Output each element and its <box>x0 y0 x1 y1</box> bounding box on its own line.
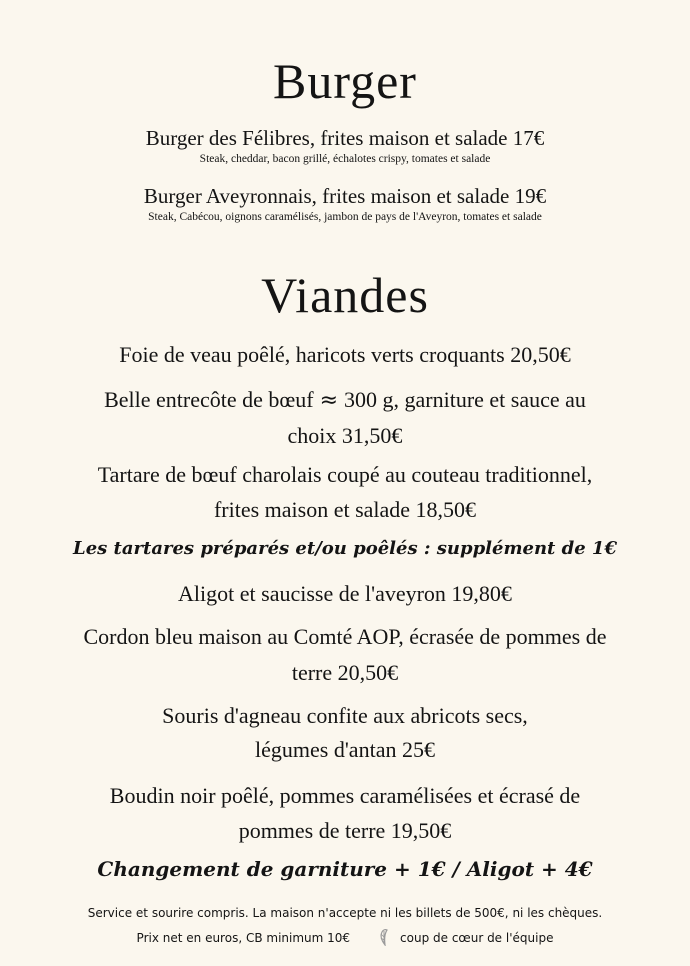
footer-line-1: Service et sourire compris. La maison n'accepte ni les billets de 500€, ni les chèques. <box>87 906 603 920</box>
footer-favorite-label: coup de cœur de l'équipe <box>400 931 554 945</box>
menu-item-tartare-line1: Tartare de bœuf charolais coupé au couteau traditionnel, <box>97 462 593 487</box>
menu-item-cordon-line1: Cordon bleu maison au Comté AOP, écrasée de pommes de <box>83 624 607 649</box>
burger-item-aveyronnais: Burger Aveyronnais, frites maison et salade 19€ <box>143 184 547 208</box>
menu-item-souris-line2: légumes d'antan 25€ <box>255 737 435 762</box>
tartare-supplement-note: Les tartares préparés et/ou poêlés : supplément de 1€ <box>73 538 617 559</box>
approx-symbol: ≈ <box>319 388 339 413</box>
burger-desc-felibres: Steak, cheddar, bacon grillé, échalotes crispy, tomates et salade <box>199 153 491 165</box>
garniture-note: Changement de garniture + 1€ / Aligot + 4€ <box>97 857 593 881</box>
menu-item-boudin-line2: pommes de terre 19,50€ <box>238 818 452 843</box>
menu-item-boudin-line1: Boudin noir poêlé, pommes caramélisées et écrasé de <box>109 783 581 808</box>
entrecote-text-a: Belle entrecôte de bœuf <box>104 387 314 412</box>
entrecote-text-b: 300 g, garniture et sauce au <box>344 387 586 412</box>
menu-item-aligot: Aligot et saucisse de l'aveyron 19,80€ <box>178 581 512 606</box>
burger-item-felibres: Burger des Félibres, frites maison et salade 17€ <box>145 126 545 150</box>
menu-item-tartare-line2: frites maison et salade 18,50€ <box>213 497 477 522</box>
leaf-heart-icon <box>378 928 392 946</box>
menu-item-souris-line1: Souris d'agneau confite aux abricots secs, <box>162 703 528 728</box>
footer-price-info: Prix net en euros, CB minimum 10€ <box>136 931 351 945</box>
footer-line-2 <box>0 928 690 946</box>
section-title-viandes: Viandes <box>261 267 429 323</box>
menu-item-entrecote-line1 <box>0 387 690 413</box>
burger-desc-aveyronnais: Steak, Cabécou, oignons caramélisés, jambon de pays de l'Aveyron, tomates et salade <box>148 211 542 223</box>
section-title-burger: Burger <box>273 53 417 109</box>
menu-item-foie: Foie de veau poêlé, haricots verts croquants 20,50€ <box>119 342 571 367</box>
menu-item-entrecote-line2: choix 31,50€ <box>287 423 403 448</box>
menu-item-cordon-line2: terre 20,50€ <box>291 660 399 685</box>
